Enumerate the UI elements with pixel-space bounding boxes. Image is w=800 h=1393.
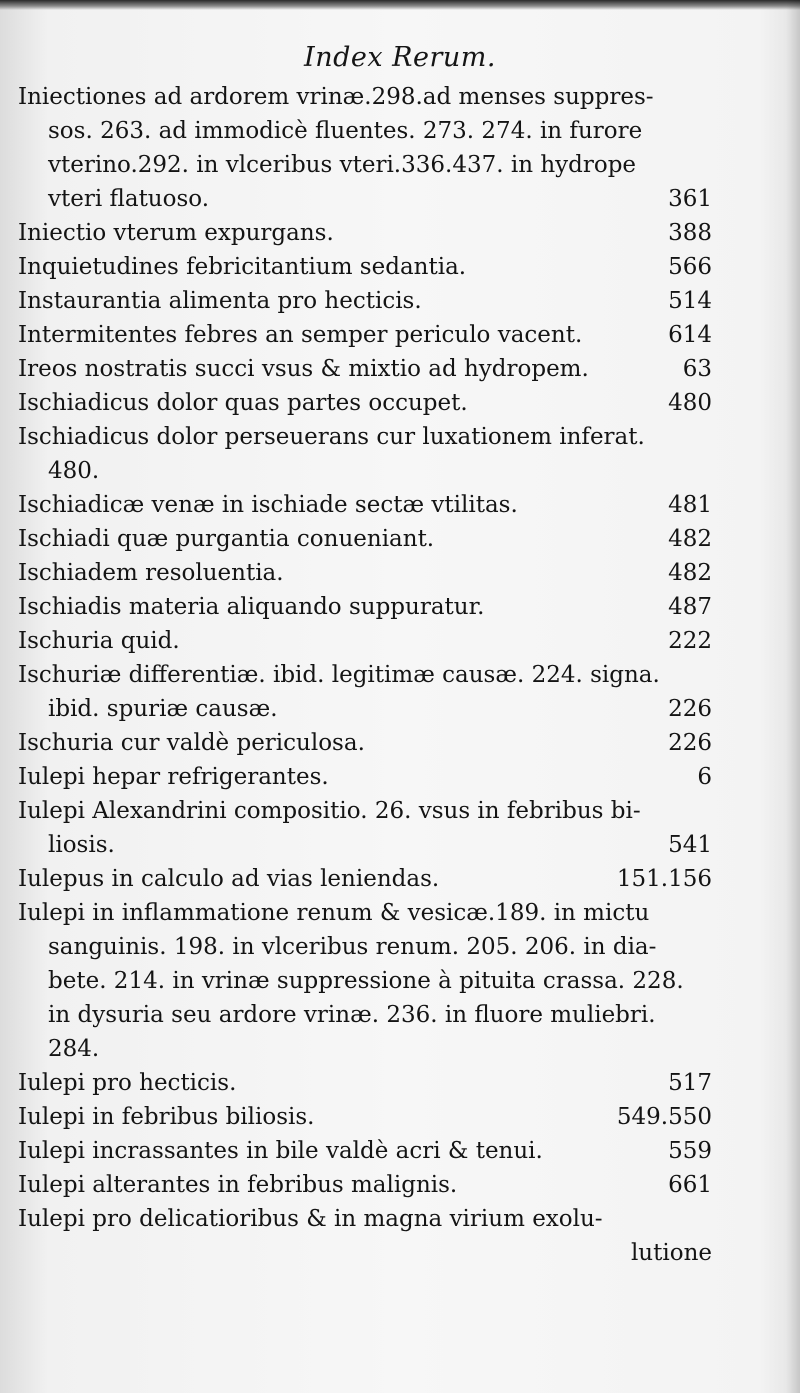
- entry-line: [18, 1202, 712, 1236]
- entry-line: [18, 658, 712, 692]
- entry-line: [18, 1168, 712, 1202]
- entry-line: [18, 1100, 712, 1134]
- entry-page-ref: 566: [668, 254, 712, 280]
- entry-text: Iulepi Alexandrini compositio. 26. vsus in febribus bi-: [18, 798, 641, 824]
- index-entry: [18, 624, 712, 658]
- entry-text: bete. 214. in vrinæ suppressione à pituita crassa. 228.: [48, 968, 684, 994]
- index-entry: [18, 250, 712, 284]
- entry-text: vterino.292. in vlceribus vteri.336.437. in hydrope: [48, 152, 637, 178]
- entry-line: [18, 896, 712, 930]
- entry-page-ref: 226: [668, 730, 712, 756]
- entry-continuation-line: [18, 454, 712, 488]
- index-entry: [18, 726, 712, 760]
- entry-continuation-line: [18, 1032, 712, 1066]
- entry-line: [18, 318, 712, 352]
- entry-line: [18, 760, 712, 794]
- entry-line: [18, 386, 712, 420]
- index-entry: [18, 284, 712, 318]
- entry-text: 480.: [48, 458, 100, 484]
- entry-page-ref: 487: [668, 594, 712, 620]
- entry-line: [18, 624, 712, 658]
- entry-text: Ischuria quid.: [18, 628, 180, 654]
- entry-text: Instaurantia alimenta pro hecticis.: [18, 288, 422, 314]
- entry-line: [18, 726, 712, 760]
- entry-text: Ischuriæ differentiæ. ibid. legitimæ causæ. 224. signa.: [18, 662, 660, 688]
- entry-page-ref: lutione: [630, 1240, 712, 1266]
- entry-text: 284.: [48, 1036, 100, 1062]
- entry-text: Iulepi in inflammatione renum & vesicæ.189. in mictu: [18, 900, 650, 926]
- page-top-edge: [0, 0, 800, 10]
- index-entry: [18, 1134, 712, 1168]
- entry-text: in dysuria seu ardore vrinæ. 236. in fluore muliebri.: [48, 1002, 656, 1028]
- index-list: [18, 80, 712, 1270]
- entry-continuation-line: [18, 692, 712, 726]
- entry-line: [18, 488, 712, 522]
- entry-continuation-line: [18, 964, 712, 998]
- entry-text: sanguinis. 198. in vlceribus renum. 205. 206. in dia-: [48, 934, 657, 960]
- entry-page-ref: 514: [668, 288, 712, 314]
- index-entry: [18, 216, 712, 250]
- entry-text: Inquietudines febricitantium sedantia.: [18, 254, 467, 280]
- entry-text: Iulepus in calculo ad vias leniendas.: [18, 866, 440, 892]
- entry-continuation-line: [18, 1236, 712, 1270]
- page-gutter-shadow: [786, 0, 800, 1393]
- entry-line: [18, 216, 712, 250]
- entry-text: Iulepi pro delicatioribus & in magna virium exolu-: [18, 1206, 603, 1232]
- index-entry: [18, 794, 712, 862]
- entry-page-ref: 517: [668, 1070, 712, 1096]
- index-entry: [18, 590, 712, 624]
- entry-text: ibid. spuriæ causæ.: [48, 696, 278, 722]
- entry-page-ref: 226: [668, 696, 712, 722]
- entry-continuation-line: [18, 930, 712, 964]
- entry-text: Iulepi hepar refrigerantes.: [18, 764, 329, 790]
- entry-line: [18, 1134, 712, 1168]
- entry-line: [18, 522, 712, 556]
- entry-line: [18, 590, 712, 624]
- index-entry: [18, 352, 712, 386]
- entry-text: Ischiadicus dolor perseuerans cur luxationem inferat.: [18, 424, 645, 450]
- index-entry: [18, 760, 712, 794]
- index-entry: [18, 488, 712, 522]
- entry-page-ref: 482: [668, 560, 712, 586]
- entry-page-ref: 482: [668, 526, 712, 552]
- entry-text: Ireos nostratis succi vsus & mixtio ad hydropem.: [18, 356, 589, 382]
- entry-page-ref: 6: [697, 764, 712, 790]
- entry-text: Iulepi alterantes in febribus malignis.: [18, 1172, 458, 1198]
- entry-continuation-line: [18, 182, 712, 216]
- entry-continuation-line: [18, 828, 712, 862]
- entry-page-ref: 388: [668, 220, 712, 246]
- index-entry: [18, 420, 712, 488]
- entry-line: [18, 284, 712, 318]
- entry-page-ref: 549.550: [616, 1104, 712, 1130]
- entry-page-ref: 481: [668, 492, 712, 518]
- entry-continuation-line: [18, 148, 712, 182]
- entry-line: [18, 80, 712, 114]
- entry-continuation-line: [18, 114, 712, 148]
- entry-line: [18, 250, 712, 284]
- entry-line: [18, 420, 712, 454]
- entry-text: sos. 263. ad immodicè fluentes. 273. 274. in furore: [48, 118, 643, 144]
- entry-text: Ischiadicus dolor quas partes occupet.: [18, 390, 468, 416]
- index-entry: [18, 896, 712, 1066]
- entry-text: Ischuria cur valdè periculosa.: [18, 730, 365, 756]
- index-entry: [18, 658, 712, 726]
- entry-text: Ischiadi quæ purgantia conueniant.: [18, 526, 435, 552]
- entry-page-ref: 559: [668, 1138, 712, 1164]
- index-entry: [18, 80, 712, 216]
- index-entry: [18, 1168, 712, 1202]
- entry-text: Iulepi incrassantes in bile valdè acri & tenui.: [18, 1138, 543, 1164]
- entry-line: [18, 1066, 712, 1100]
- entry-page-ref: 614: [668, 322, 712, 348]
- entry-page-ref: 361: [668, 186, 712, 212]
- entry-text: vteri flatuoso.: [48, 186, 210, 212]
- running-head: Index Rerum.: [304, 42, 496, 73]
- index-entry: [18, 318, 712, 352]
- index-entry: [18, 1100, 712, 1134]
- entry-page-ref: 480: [668, 390, 712, 416]
- index-entry: [18, 386, 712, 420]
- entry-text: Iulepi pro hecticis.: [18, 1070, 237, 1096]
- entry-page-ref: 541: [668, 832, 712, 858]
- entry-text: liosis.: [48, 832, 115, 858]
- entry-page-ref: 151.156: [616, 866, 712, 892]
- entry-text: Ischiadem resoluentia.: [18, 560, 284, 586]
- entry-text: Iniectiones ad ardorem vrinæ.298.ad menses suppres-: [18, 84, 654, 110]
- entry-line: [18, 862, 712, 896]
- index-entry: [18, 556, 712, 590]
- entry-line: [18, 794, 712, 828]
- entry-text: Iulepi in febribus biliosis.: [18, 1104, 315, 1130]
- index-entry: [18, 522, 712, 556]
- index-entry: [18, 1066, 712, 1100]
- entry-continuation-line: [18, 998, 712, 1032]
- entry-line: [18, 556, 712, 590]
- entry-text: Ischiadicæ venæ in ischiade sectæ vtilitas.: [18, 492, 518, 518]
- entry-line: [18, 352, 712, 386]
- entry-text: Ischiadis materia aliquando suppuratur.: [18, 594, 485, 620]
- entry-page-ref: 661: [668, 1172, 712, 1198]
- entry-page-ref: 222: [668, 628, 712, 654]
- entry-page-ref: 63: [682, 356, 712, 382]
- index-entry: [18, 862, 712, 896]
- entry-text: Iniectio vterum expurgans.: [18, 220, 334, 246]
- entry-text: Intermitentes febres an semper periculo vacent.: [18, 322, 583, 348]
- index-entry: [18, 1202, 712, 1270]
